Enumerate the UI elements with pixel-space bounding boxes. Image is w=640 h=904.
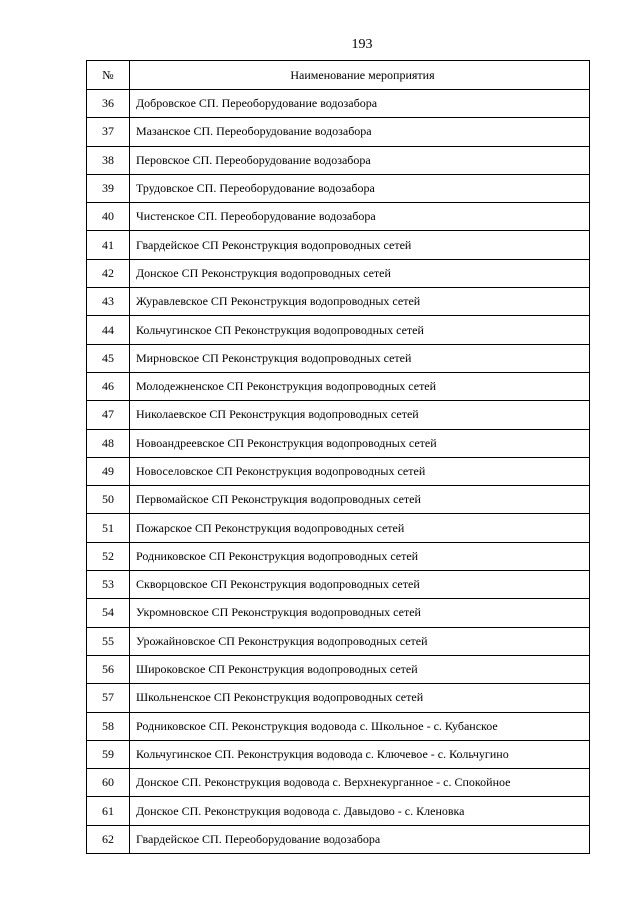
row-number-cell: 53 xyxy=(87,571,130,599)
table-row xyxy=(87,401,590,429)
row-number-cell: 51 xyxy=(87,514,130,542)
row-number-cell: 50 xyxy=(87,486,130,514)
table-row xyxy=(87,344,590,372)
row-name-cell: Первомайское СП Реконструкция водопроводных сетей xyxy=(130,486,590,514)
table-row xyxy=(87,740,590,768)
column-header-number: № xyxy=(87,61,130,90)
row-name-cell: Трудовское СП. Переоборудование водозабора xyxy=(130,174,590,202)
row-name-cell: Урожайновское СП Реконструкция водопроводных сетей xyxy=(130,627,590,655)
row-number-cell: 41 xyxy=(87,231,130,259)
table-row xyxy=(87,457,590,485)
row-name-cell: Родниковское СП. Реконструкция водовода с. Школьное - с. Кубанское xyxy=(130,712,590,740)
row-name-cell: Гвардейское СП Реконструкция водопроводных сетей xyxy=(130,231,590,259)
row-name-cell: Укромновское СП Реконструкция водопроводных сетей xyxy=(130,599,590,627)
table-row xyxy=(87,684,590,712)
table-row xyxy=(87,259,590,287)
measures-table xyxy=(86,60,590,854)
row-number-cell: 60 xyxy=(87,769,130,797)
table-row xyxy=(87,514,590,542)
row-number-cell: 37 xyxy=(87,118,130,146)
row-number-cell: 44 xyxy=(87,316,130,344)
row-name-cell: Донское СП Реконструкция водопроводных сетей xyxy=(130,259,590,287)
table-row xyxy=(87,372,590,400)
row-name-cell: Новоандреевское СП Реконструкция водопроводных сетей xyxy=(130,429,590,457)
row-name-cell: Чистенское СП. Переоборудование водозабора xyxy=(130,203,590,231)
row-name-cell: Пожарское СП Реконструкция водопроводных сетей xyxy=(130,514,590,542)
row-name-cell: Кольчугинское СП Реконструкция водопроводных сетей xyxy=(130,316,590,344)
row-number-cell: 56 xyxy=(87,655,130,683)
row-number-cell: 36 xyxy=(87,90,130,118)
table-body xyxy=(87,90,590,854)
row-number-cell: 62 xyxy=(87,825,130,853)
row-number-cell: 43 xyxy=(87,288,130,316)
row-name-cell: Кольчугинское СП. Реконструкция водовода с. Ключевое - с. Кольчугино xyxy=(130,740,590,768)
row-number-cell: 47 xyxy=(87,401,130,429)
row-number-cell: 46 xyxy=(87,372,130,400)
row-number-cell: 45 xyxy=(87,344,130,372)
table-row xyxy=(87,825,590,853)
table-row xyxy=(87,288,590,316)
row-name-cell: Гвардейское СП. Переоборудование водозабора xyxy=(130,825,590,853)
row-name-cell: Мазанское СП. Переоборудование водозабора xyxy=(130,118,590,146)
table-row xyxy=(87,486,590,514)
table-row xyxy=(87,174,590,202)
page-number: 193 xyxy=(351,37,373,52)
table-row xyxy=(87,429,590,457)
row-number-cell: 52 xyxy=(87,542,130,570)
table-row xyxy=(87,769,590,797)
row-name-cell: Добровское СП. Переоборудование водозабора xyxy=(130,90,590,118)
row-number-cell: 49 xyxy=(87,457,130,485)
table-row xyxy=(87,118,590,146)
row-number-cell: 38 xyxy=(87,146,130,174)
table-row xyxy=(87,655,590,683)
table-row xyxy=(87,146,590,174)
row-number-cell: 61 xyxy=(87,797,130,825)
row-name-cell: Родниковское СП Реконструкция водопроводных сетей xyxy=(130,542,590,570)
row-name-cell: Донское СП. Реконструкция водовода с. Давыдово - с. Кленовка xyxy=(130,797,590,825)
row-number-cell: 54 xyxy=(87,599,130,627)
table-row xyxy=(87,231,590,259)
row-number-cell: 40 xyxy=(87,203,130,231)
table-row xyxy=(87,203,590,231)
row-name-cell: Молодежненское СП Реконструкция водопроводных сетей xyxy=(130,372,590,400)
row-number-cell: 55 xyxy=(87,627,130,655)
row-name-cell: Мирновское СП Реконструкция водопроводных сетей xyxy=(130,344,590,372)
table-row xyxy=(87,627,590,655)
table-row xyxy=(87,90,590,118)
row-number-cell: 58 xyxy=(87,712,130,740)
table-row xyxy=(87,571,590,599)
row-name-cell: Перовское СП. Переоборудование водозабора xyxy=(130,146,590,174)
row-name-cell: Скворцовское СП Реконструкция водопроводных сетей xyxy=(130,571,590,599)
row-name-cell: Журавлевское СП Реконструкция водопроводных сетей xyxy=(130,288,590,316)
row-name-cell: Широковское СП Реконструкция водопроводных сетей xyxy=(130,655,590,683)
column-header-name: Наименование мероприятия xyxy=(130,61,590,90)
table-row xyxy=(87,599,590,627)
row-number-cell: 48 xyxy=(87,429,130,457)
row-name-cell: Школьненское СП Реконструкция водопроводных сетей xyxy=(130,684,590,712)
row-number-cell: 42 xyxy=(87,259,130,287)
row-name-cell: Новоселовское СП Реконструкция водопроводных сетей xyxy=(130,457,590,485)
row-number-cell: 59 xyxy=(87,740,130,768)
table-row xyxy=(87,712,590,740)
row-name-cell: Донское СП. Реконструкция водовода с. Верхнекурганное - с. Спокойное xyxy=(130,769,590,797)
table-row xyxy=(87,797,590,825)
row-number-cell: 39 xyxy=(87,174,130,202)
table-row xyxy=(87,542,590,570)
row-number-cell: 57 xyxy=(87,684,130,712)
row-name-cell: Николаевское СП Реконструкция водопроводных сетей xyxy=(130,401,590,429)
table-header-row xyxy=(87,61,590,90)
table-row xyxy=(87,316,590,344)
